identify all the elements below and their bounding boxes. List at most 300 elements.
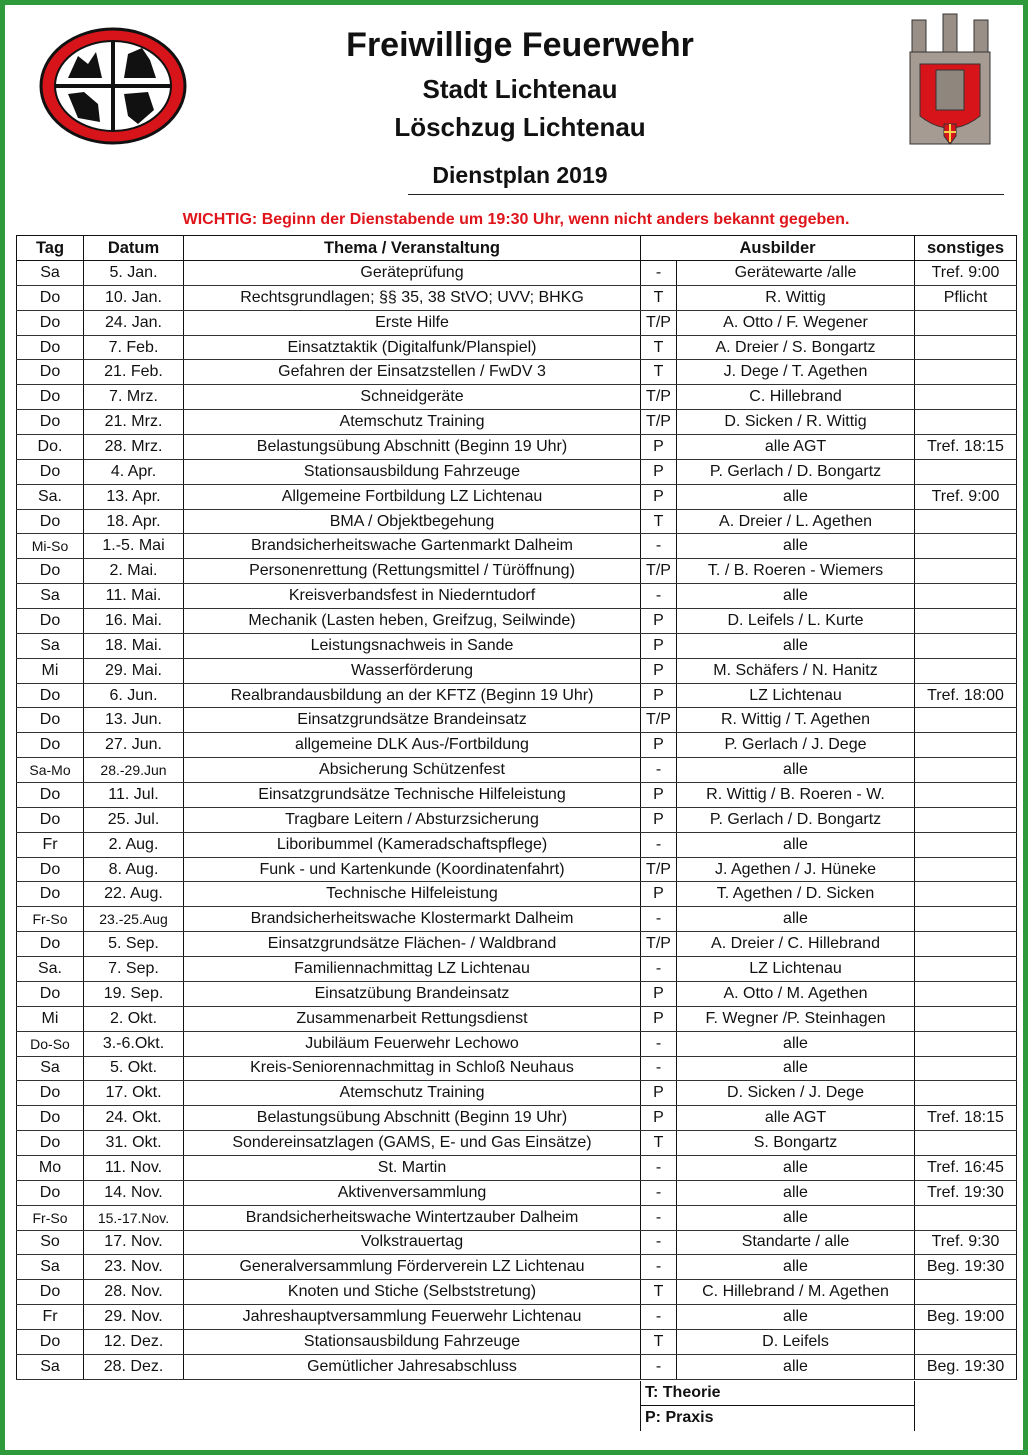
cell-topic: Gemütlicher Jahresabschluss — [184, 1354, 641, 1379]
cell-day: Do — [17, 1081, 84, 1106]
table-row — [17, 957, 1017, 982]
cell-day: Fr-So — [17, 1205, 84, 1230]
cell-topic: Brandsicherheitswache Wintertzauber Dalheim — [184, 1205, 641, 1230]
table-row — [17, 907, 1017, 932]
cell-type: T/P — [641, 932, 677, 957]
cell-date: 11. Nov. — [84, 1155, 184, 1180]
cell-misc — [915, 385, 1017, 410]
cell-topic: Knoten und Stiche (Selbststretung) — [184, 1280, 641, 1305]
cell-instructor: LZ Lichtenau — [677, 683, 915, 708]
cell-topic: Familiennachmittag LZ Lichtenau — [184, 957, 641, 982]
cell-date: 6. Jun. — [84, 683, 184, 708]
cell-topic: Einsatztaktik (Digitalfunk/Planspiel) — [184, 335, 641, 360]
table-row — [17, 857, 1017, 882]
table-row — [17, 1354, 1017, 1379]
cell-date: 28. Mrz. — [84, 435, 184, 460]
cell-misc — [915, 932, 1017, 957]
table-row — [17, 285, 1017, 310]
schedule-table — [16, 235, 1017, 1380]
cell-day: Do — [17, 335, 84, 360]
cell-instructor: alle — [677, 1180, 915, 1205]
cell-misc — [915, 360, 1017, 385]
cell-type: T — [641, 335, 677, 360]
cell-topic: Belastungsübung Abschnitt (Beginn 19 Uhr) — [184, 1106, 641, 1131]
cell-type: P — [641, 683, 677, 708]
cell-date: 17. Nov. — [84, 1230, 184, 1255]
table-row — [17, 1305, 1017, 1330]
table-row — [17, 708, 1017, 733]
cell-day: Do — [17, 882, 84, 907]
cell-topic: Aktivenversammlung — [184, 1180, 641, 1205]
cell-type: T — [641, 1280, 677, 1305]
cell-type: T — [641, 1329, 677, 1354]
cell-type: - — [641, 1230, 677, 1255]
cell-type: T/P — [641, 310, 677, 335]
table-row — [17, 410, 1017, 435]
table-row — [17, 534, 1017, 559]
cell-topic: Brandsicherheitswache Klostermarkt Dalheim — [184, 907, 641, 932]
cell-date: 14. Nov. — [84, 1180, 184, 1205]
table-row — [17, 1230, 1017, 1255]
cell-date: 7. Sep. — [84, 957, 184, 982]
table-row — [17, 807, 1017, 832]
cell-date: 5. Jan. — [84, 261, 184, 286]
cell-type: - — [641, 907, 677, 932]
cell-topic: Atemschutz Training — [184, 1081, 641, 1106]
cell-instructor: C. Hillebrand / M. Agethen — [677, 1280, 915, 1305]
cell-misc — [915, 981, 1017, 1006]
cell-misc — [915, 1056, 1017, 1081]
cell-type: - — [641, 261, 677, 286]
cell-date: 17. Okt. — [84, 1081, 184, 1106]
table-row — [17, 733, 1017, 758]
cell-type: T — [641, 285, 677, 310]
cell-topic: Wasserförderung — [184, 658, 641, 683]
cell-date: 21. Mrz. — [84, 410, 184, 435]
title-underline — [408, 194, 1004, 195]
cell-instructor: alle AGT — [677, 1106, 915, 1131]
cell-date: 24. Okt. — [84, 1106, 184, 1131]
cell-day: So — [17, 1230, 84, 1255]
cell-misc — [915, 559, 1017, 584]
table-row — [17, 435, 1017, 460]
cell-day: Do — [17, 733, 84, 758]
cell-date: 29. Nov. — [84, 1305, 184, 1330]
cell-day: Sa — [17, 1354, 84, 1379]
cell-instructor: alle — [677, 907, 915, 932]
cell-type: P — [641, 435, 677, 460]
cell-day: Sa. — [17, 484, 84, 509]
cell-day: Mi-So — [17, 534, 84, 559]
table-row — [17, 1155, 1017, 1180]
cell-day: Mi — [17, 658, 84, 683]
cell-topic: Personenrettung (Rettungsmittel / Türöffnung) — [184, 559, 641, 584]
cell-instructor: alle AGT — [677, 435, 915, 460]
cell-misc: Beg. 19:30 — [915, 1354, 1017, 1379]
cell-instructor: alle — [677, 534, 915, 559]
cell-date: 28. Dez. — [84, 1354, 184, 1379]
cell-day: Do — [17, 559, 84, 584]
table-row — [17, 832, 1017, 857]
table-row — [17, 1031, 1017, 1056]
cell-misc — [915, 310, 1017, 335]
cell-instructor: A. Dreier / L. Agethen — [677, 509, 915, 534]
legend-praxis: P: Praxis — [640, 1406, 915, 1431]
cell-instructor: M. Schäfers / N. Hanitz — [677, 658, 915, 683]
cell-misc — [915, 882, 1017, 907]
cell-instructor: alle — [677, 1031, 915, 1056]
cell-date: 7. Feb. — [84, 335, 184, 360]
cell-instructor: A. Otto / F. Wegener — [677, 310, 915, 335]
cell-topic: Atemschutz Training — [184, 410, 641, 435]
cell-day: Do — [17, 410, 84, 435]
cell-misc — [915, 584, 1017, 609]
cell-topic: Zusammenarbeit Rettungsdienst — [184, 1006, 641, 1031]
cell-date: 7. Mrz. — [84, 385, 184, 410]
cell-type: P — [641, 1081, 677, 1106]
plan-title: Dienstplan 2019 — [432, 162, 608, 188]
cell-instructor: A. Otto / M. Agethen — [677, 981, 915, 1006]
cell-date: 13. Apr. — [84, 484, 184, 509]
cell-date: 24. Jan. — [84, 310, 184, 335]
table-row — [17, 609, 1017, 634]
cell-type: T/P — [641, 857, 677, 882]
cell-instructor: LZ Lichtenau — [677, 957, 915, 982]
cell-topic: Geräteprüfung — [184, 261, 641, 286]
cell-misc — [915, 534, 1017, 559]
cell-day: Do — [17, 857, 84, 882]
table-row — [17, 584, 1017, 609]
cell-instructor: J. Dege / T. Agethen — [677, 360, 915, 385]
cell-instructor: alle — [677, 1205, 915, 1230]
table-row — [17, 633, 1017, 658]
cell-day: Sa — [17, 261, 84, 286]
table-row — [17, 882, 1017, 907]
table-row — [17, 783, 1017, 808]
cell-topic: Einsatzgrundsätze Flächen- / Waldbrand — [184, 932, 641, 957]
cell-misc: Tref. 9:00 — [915, 261, 1017, 286]
cell-date: 10. Jan. — [84, 285, 184, 310]
cell-instructor: R. Wittig / B. Roeren - W. — [677, 783, 915, 808]
cell-date: 21. Feb. — [84, 360, 184, 385]
cell-misc — [915, 708, 1017, 733]
cell-topic: Allgemeine Fortbildung LZ Lichtenau — [184, 484, 641, 509]
cell-topic: Leistungsnachweis in Sande — [184, 633, 641, 658]
cell-misc — [915, 807, 1017, 832]
cell-type: P — [641, 658, 677, 683]
cell-type: T — [641, 509, 677, 534]
cell-day: Sa — [17, 633, 84, 658]
cell-type: P — [641, 807, 677, 832]
cell-day: Do — [17, 1180, 84, 1205]
table-row — [17, 1205, 1017, 1230]
cell-day: Do — [17, 708, 84, 733]
cell-date: 27. Jun. — [84, 733, 184, 758]
cell-date: 25. Jul. — [84, 807, 184, 832]
cell-day: Mi — [17, 1006, 84, 1031]
cell-instructor: A. Dreier / S. Bongartz — [677, 335, 915, 360]
cell-date: 31. Okt. — [84, 1131, 184, 1156]
table-row — [17, 509, 1017, 534]
cell-instructor: P. Gerlach / D. Bongartz — [677, 459, 915, 484]
cell-type: P — [641, 609, 677, 634]
cell-topic: Brandsicherheitswache Gartenmarkt Dalheim — [184, 534, 641, 559]
table-row — [17, 484, 1017, 509]
cell-misc — [915, 335, 1017, 360]
cell-misc — [915, 1006, 1017, 1031]
cell-date: 18. Mai. — [84, 633, 184, 658]
cell-day: Do — [17, 310, 84, 335]
cell-instructor: D. Leifels — [677, 1329, 915, 1354]
cell-misc — [915, 1031, 1017, 1056]
cell-type: - — [641, 534, 677, 559]
cell-type: P — [641, 1106, 677, 1131]
table-row — [17, 981, 1017, 1006]
cell-misc — [915, 1081, 1017, 1106]
cell-topic: Mechanik (Lasten heben, Greifzug, Seilwinde) — [184, 609, 641, 634]
cell-type: T/P — [641, 385, 677, 410]
coat-of-arms-icon — [906, 12, 994, 154]
cell-type: - — [641, 1180, 677, 1205]
cell-topic: Funk - und Kartenkunde (Koordinatenfahrt) — [184, 857, 641, 882]
cell-day: Do — [17, 783, 84, 808]
cell-topic: Sondereinsatzlagen (GAMS, E- und Gas Einsätze) — [184, 1131, 641, 1156]
cell-type: P — [641, 633, 677, 658]
cell-misc: Beg. 19:00 — [915, 1305, 1017, 1330]
table-row — [17, 1131, 1017, 1156]
table-row — [17, 1255, 1017, 1280]
cell-day: Do — [17, 509, 84, 534]
cell-day: Sa — [17, 1255, 84, 1280]
cell-date: 18. Apr. — [84, 509, 184, 534]
cell-topic: Rechtsgrundlagen; §§ 35, 38 StVO; UVV; BHKG — [184, 285, 641, 310]
cell-day: Mo — [17, 1155, 84, 1180]
cell-misc — [915, 733, 1017, 758]
cell-day: Do — [17, 385, 84, 410]
cell-day: Do — [17, 683, 84, 708]
fire-brigade-emblem-icon — [38, 26, 188, 146]
cell-instructor: alle — [677, 633, 915, 658]
cell-misc — [915, 1205, 1017, 1230]
cell-misc — [915, 509, 1017, 534]
cell-day: Do — [17, 360, 84, 385]
cell-type: T — [641, 1131, 677, 1156]
cell-day: Sa. — [17, 957, 84, 982]
cell-date: 5. Sep. — [84, 932, 184, 957]
legend-theorie: T: Theorie — [640, 1381, 915, 1406]
cell-topic: Belastungsübung Abschnitt (Beginn 19 Uhr) — [184, 435, 641, 460]
cell-instructor: A. Dreier / C. Hillebrand — [677, 932, 915, 957]
cell-day: Sa — [17, 1056, 84, 1081]
cell-date: 16. Mai. — [84, 609, 184, 634]
important-notice: WICHTIG: Beginn der Dienstabende um 19:30 Uhr, wenn nicht anders bekannt gegeben. — [182, 211, 850, 228]
cell-instructor: F. Wegner /P. Steinhagen — [677, 1006, 915, 1031]
cell-topic: Schneidgeräte — [184, 385, 641, 410]
cell-misc — [915, 609, 1017, 634]
cell-misc — [915, 1131, 1017, 1156]
cell-type: P — [641, 1006, 677, 1031]
cell-type: - — [641, 1354, 677, 1379]
cell-misc — [915, 783, 1017, 808]
cell-instructor: Gerätewarte /alle — [677, 261, 915, 286]
city-name: Stadt Lichtenau — [422, 74, 618, 104]
cell-type: - — [641, 1305, 677, 1330]
table-row — [17, 310, 1017, 335]
cell-instructor: J. Agethen / J. Hüneke — [677, 857, 915, 882]
cell-date: 28.-29.Jun — [84, 758, 184, 783]
table-row — [17, 683, 1017, 708]
table-row — [17, 385, 1017, 410]
cell-misc — [915, 758, 1017, 783]
cell-instructor: T. / B. Roeren - Wiemers — [677, 559, 915, 584]
cell-day: Do — [17, 1131, 84, 1156]
cell-type: T/P — [641, 410, 677, 435]
cell-instructor: D. Sicken / R. Wittig — [677, 410, 915, 435]
header-sonstiges: sonstiges — [915, 236, 1017, 261]
cell-instructor: alle — [677, 484, 915, 509]
cell-date: 3.-6.Okt. — [84, 1031, 184, 1056]
cell-type: - — [641, 1205, 677, 1230]
cell-day: Do-So — [17, 1031, 84, 1056]
cell-type: - — [641, 1155, 677, 1180]
cell-topic: Stationsausbildung Fahrzeuge — [184, 459, 641, 484]
cell-day: Do — [17, 285, 84, 310]
header-datum: Datum — [84, 236, 184, 261]
schedule-body — [17, 261, 1017, 1380]
cell-misc: Tref. 18:00 — [915, 683, 1017, 708]
cell-day: Do — [17, 807, 84, 832]
table-row — [17, 1081, 1017, 1106]
cell-instructor: P. Gerlach / D. Bongartz — [677, 807, 915, 832]
cell-misc: Tref. 9:30 — [915, 1230, 1017, 1255]
cell-instructor: D. Sicken / J. Dege — [677, 1081, 915, 1106]
table-row — [17, 932, 1017, 957]
cell-type: T — [641, 360, 677, 385]
cell-date: 12. Dez. — [84, 1329, 184, 1354]
page-title: Freiwillige Feuerwehr — [346, 26, 694, 64]
cell-topic: Technische Hilfeleistung — [184, 882, 641, 907]
table-row — [17, 1106, 1017, 1131]
cell-day: Fr — [17, 1305, 84, 1330]
cell-date: 2. Aug. — [84, 832, 184, 857]
cell-date: 22. Aug. — [84, 882, 184, 907]
cell-type: P — [641, 783, 677, 808]
cell-day: Do — [17, 1280, 84, 1305]
cell-instructor: Standarte / alle — [677, 1230, 915, 1255]
cell-date: 28. Nov. — [84, 1280, 184, 1305]
cell-topic: Kreis-Seniorennachmittag in Schloß Neuhaus — [184, 1056, 641, 1081]
cell-date: 11. Mai. — [84, 584, 184, 609]
cell-day: Fr-So — [17, 907, 84, 932]
cell-misc: Tref. 9:00 — [915, 484, 1017, 509]
cell-date: 29. Mai. — [84, 658, 184, 683]
cell-date: 13. Jun. — [84, 708, 184, 733]
cell-misc — [915, 410, 1017, 435]
cell-date: 11. Jul. — [84, 783, 184, 808]
cell-misc: Pflicht — [915, 285, 1017, 310]
cell-date: 15.-17.Nov. — [84, 1205, 184, 1230]
table-row — [17, 559, 1017, 584]
cell-type: - — [641, 758, 677, 783]
table-row — [17, 261, 1017, 286]
table-row — [17, 459, 1017, 484]
cell-misc — [915, 857, 1017, 882]
cell-misc — [915, 658, 1017, 683]
table-row — [17, 1329, 1017, 1354]
table-row — [17, 360, 1017, 385]
cell-topic: Einsatzübung Brandeinsatz — [184, 981, 641, 1006]
cell-instructor: T. Agethen / D. Sicken — [677, 882, 915, 907]
cell-date: 19. Sep. — [84, 981, 184, 1006]
cell-date: 5. Okt. — [84, 1056, 184, 1081]
cell-type: T/P — [641, 708, 677, 733]
cell-topic: St. Martin — [184, 1155, 641, 1180]
cell-topic: Erste Hilfe — [184, 310, 641, 335]
cell-type: P — [641, 459, 677, 484]
cell-topic: Stationsausbildung Fahrzeuge — [184, 1329, 641, 1354]
cell-instructor: alle — [677, 832, 915, 857]
cell-type: - — [641, 1255, 677, 1280]
cell-day: Do. — [17, 435, 84, 460]
table-row — [17, 1280, 1017, 1305]
cell-misc — [915, 957, 1017, 982]
cell-date: 8. Aug. — [84, 857, 184, 882]
cell-day: Sa — [17, 584, 84, 609]
cell-topic: Einsatzgrundsätze Brandeinsatz — [184, 708, 641, 733]
cell-instructor: C. Hillebrand — [677, 385, 915, 410]
cell-day: Sa-Mo — [17, 758, 84, 783]
cell-instructor: S. Bongartz — [677, 1131, 915, 1156]
cell-date: 23. Nov. — [84, 1255, 184, 1280]
cell-date: 23.-25.Aug — [84, 907, 184, 932]
header-ausbilder: Ausbilder — [641, 236, 915, 261]
cell-type: - — [641, 1056, 677, 1081]
table-row — [17, 658, 1017, 683]
cell-topic: Realbrandausbildung an der KFTZ (Beginn 19 Uhr) — [184, 683, 641, 708]
table-row — [17, 335, 1017, 360]
cell-topic: Liboribummel (Kameradschaftspflege) — [184, 832, 641, 857]
cell-topic: Jahreshauptversammlung Feuerwehr Lichtenau — [184, 1305, 641, 1330]
cell-day: Do — [17, 459, 84, 484]
cell-instructor: alle — [677, 1354, 915, 1379]
cell-misc: Tref. 18:15 — [915, 1106, 1017, 1131]
cell-instructor: alle — [677, 1255, 915, 1280]
cell-type: - — [641, 832, 677, 857]
cell-topic: Absicherung Schützenfest — [184, 758, 641, 783]
cell-misc: Tref. 19:30 — [915, 1180, 1017, 1205]
cell-topic: Kreisverbandsfest in Niederntudorf — [184, 584, 641, 609]
cell-day: Do — [17, 981, 84, 1006]
cell-instructor: alle — [677, 1056, 915, 1081]
cell-instructor: R. Wittig / T. Agethen — [677, 708, 915, 733]
cell-instructor: alle — [677, 758, 915, 783]
cell-misc — [915, 1329, 1017, 1354]
cell-misc — [915, 907, 1017, 932]
cell-type: T/P — [641, 559, 677, 584]
cell-misc — [915, 633, 1017, 658]
cell-type: P — [641, 484, 677, 509]
cell-instructor: P. Gerlach / J. Dege — [677, 733, 915, 758]
cell-misc — [915, 832, 1017, 857]
cell-misc — [915, 459, 1017, 484]
cell-instructor: alle — [677, 584, 915, 609]
cell-instructor: alle — [677, 1305, 915, 1330]
cell-topic: Gefahren der Einsatzstellen / FwDV 3 — [184, 360, 641, 385]
header-tag: Tag — [17, 236, 84, 261]
cell-instructor: alle — [677, 1155, 915, 1180]
table-header-row — [17, 236, 1017, 261]
cell-topic: allgemeine DLK Aus-/Fortbildung — [184, 733, 641, 758]
